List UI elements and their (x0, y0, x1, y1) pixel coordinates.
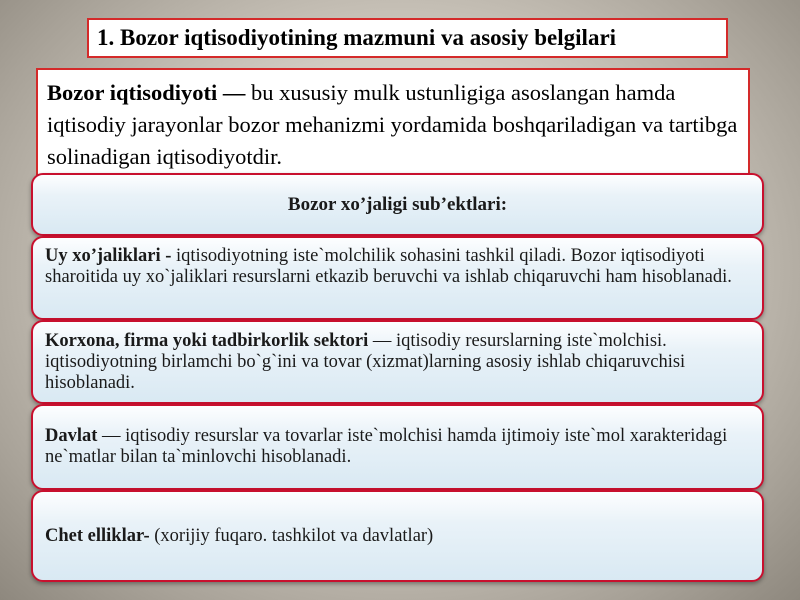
subject-card-firms (31, 320, 764, 404)
subject-text: iqtisodiyotning iste`molchilik sohasini tashkil qiladi. Bozor iqtisodiyoti sharoitida uy xo`jaliklari resurslarni etkazib beruvchi va ishlab chiqaruvchi ham hisoblanadi. (45, 246, 732, 287)
subject-paragraph (45, 331, 750, 394)
subject-paragraph (45, 526, 433, 547)
subject-card-state (31, 404, 764, 490)
subjects-header-card (31, 173, 764, 236)
subject-term: Davlat (45, 426, 98, 446)
subject-term: Korxona, firma yoki tadbirkorlik sektori (45, 331, 369, 351)
subject-term: Chet elliklar- (45, 525, 150, 546)
subject-paragraph (45, 246, 750, 288)
subject-term: Uy xo’jaliklari - (45, 246, 172, 266)
slide-title: 1. Bozor iqtisodiyotining mazmuni va asosiy belgilari (97, 25, 617, 50)
subject-text: — iqtisodiy resurslarning iste`molchisi. iqtisodiyotning birlamchi bo`g`ini va tovar (xizmat)larning asosiy ishlab chiqaruvchisi hisoblanadi. (45, 331, 686, 393)
definition-box (36, 68, 750, 178)
definition-text: bu xususiy mulk ustunligiga asoslangan hamda iqtisodiy jarayonlar bozor mehanizmi yordamida boshqariladigan va tartibga solinadigan iqtisodiyotdir. (47, 80, 738, 169)
subjects-header: Bozor xo’jaligi sub’ektlari: (287, 194, 508, 215)
subject-card-foreigners (31, 490, 764, 582)
definition-term: Bozor iqtisodiyoti — (47, 80, 246, 105)
subject-paragraph (45, 426, 750, 468)
subject-card-households (31, 236, 764, 320)
subject-text: (xorijiy fuqaro. tashkilot va davlatlar) (149, 525, 434, 546)
slide-title-box (87, 18, 728, 58)
subject-text: — iqtisodiy resurslar va tovarlar iste`molchisi hamda ijtimoiy iste`mol xarakteridagi ne`matlar bilan ta`minlovchi hisoblanadi. (45, 426, 728, 467)
